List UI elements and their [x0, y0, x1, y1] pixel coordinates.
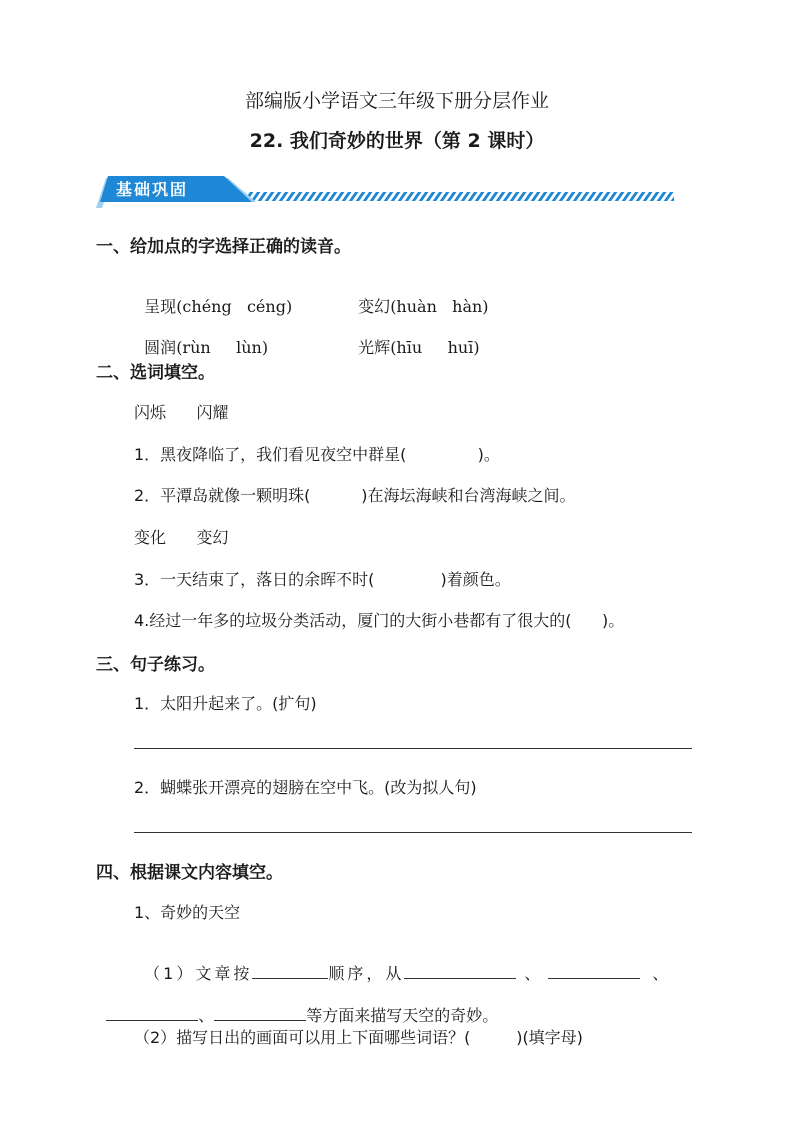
section2-heading: 二、选词填空。 [96, 363, 215, 383]
blank-aspect-1[interactable] [404, 977, 516, 979]
blank-aspect-3[interactable] [106, 1019, 198, 1021]
pinyin-options: (hīu huī) [390, 338, 480, 357]
pinyin-word: 呈现 [144, 297, 177, 316]
question-2-4: 4.经过一年多的垃圾分类活动，厦门的大街小巷都有了很大的( )。 [134, 611, 625, 630]
pinyin-item-1 [134, 275, 292, 317]
question-4-2: （2）描写日出的画面可以用上下面哪些词语？( )(填字母) [134, 1028, 583, 1047]
question-4-1-line1 [134, 942, 668, 984]
section1-heading: 一、给加点的字选择正确的读音。 [96, 237, 351, 257]
section4-heading: 四、根据课文内容填空。 [96, 863, 283, 883]
sep: 、 [652, 964, 669, 983]
sep: 、 [198, 1006, 215, 1025]
question-4-1-line2 [96, 984, 498, 1026]
pinyin-item-4 [348, 316, 480, 358]
q-mid: 顺序，从 [328, 964, 405, 983]
pinyin-options: (chéng céng) [176, 297, 293, 316]
question-3-2: 2．蝴蝶张开漂亮的翅膀在空中飞。(改为拟人句) [134, 778, 477, 797]
answer-line-2[interactable] [134, 832, 692, 833]
pinyin-options: (huàn hàn) [390, 297, 489, 316]
q-suffix: 等方面来描写天空的奇妙。 [306, 1006, 499, 1025]
pinyin-item-3 [134, 316, 268, 358]
section3-heading: 三、句子练习。 [96, 655, 215, 675]
subsection-1: 1、奇妙的天空 [134, 903, 241, 922]
question-2-2: 2．平潭岛就像一颗明珠( )在海坛海峡和台湾海峡之间。 [134, 486, 576, 505]
pinyin-word: 圆润 [144, 338, 177, 357]
question-2-1: 1．黑夜降临了，我们看见夜空中群星( )。 [134, 445, 500, 464]
banner-stripes [246, 192, 674, 201]
word-choice-1: 闪烁 闪耀 [134, 403, 229, 422]
sep: 、 [524, 964, 541, 983]
question-2-3: 3．一天结束了，落日的余晖不时( )着颜色。 [134, 570, 511, 589]
answer-line-1[interactable] [134, 748, 692, 749]
pinyin-item-2 [348, 275, 489, 317]
word-choice-2: 变化 变幻 [134, 528, 229, 547]
pinyin-word: 光辉 [358, 338, 391, 357]
section-banner [96, 172, 696, 212]
blank-order[interactable] [252, 977, 328, 979]
pinyin-options: (rùn lùn) [176, 338, 269, 357]
question-3-1: 1．太阳升起来了。(扩句) [134, 694, 317, 713]
lesson-title: 22. 我们奇妙的世界（第 2 课时） [249, 130, 545, 152]
blank-aspect-2[interactable] [548, 977, 640, 979]
pinyin-word: 变幻 [358, 297, 391, 316]
series-title: 部编版小学语文三年级下册分层作业 [244, 90, 549, 112]
blank-aspect-4[interactable] [214, 1019, 306, 1021]
banner-label: 基础巩固 [116, 180, 189, 199]
q-prefix: （1）文章按 [144, 964, 253, 983]
